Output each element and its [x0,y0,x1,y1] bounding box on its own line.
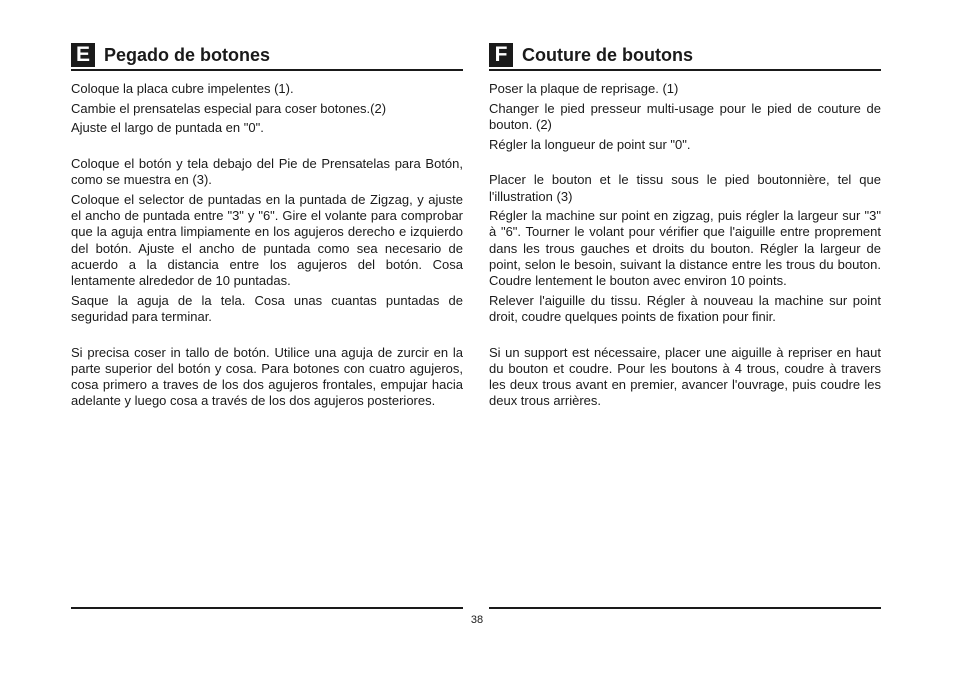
section-header-f [489,42,881,71]
note-paragraph: Si precisa coser in tallo de botón. Utilice una aguja de zurcir en la parte superior del botón y cosa. Para botones con cuatro agujeros, cosa primero a traves de los dos agujeros frontales, empujar hacia adelante y luego cosa a través de los dos agujeros posteriores. [71,344,463,409]
note-paragraph: Si un support est nécessaire, placer une aiguille à repriser en haut du bouton et coudre. Pour les boutons à 4 trous, coudre à travers les deux trous avant en premier, avancer l'ouvrage, puis coudre les deux trous arrières. [489,344,881,409]
paragraph-1: Placer le bouton et le tissu sous le pied boutonnière, tel que l'illustration (3) [489,172,881,204]
footer-rule-right [489,607,881,609]
paragraph-3: Relever l'aiguille du tissu. Régler à nouveau la machine sur point droit, coudre quelques points de fixation pour finir. [489,292,881,324]
section-letter-badge: E [71,43,95,67]
step-2: Cambie el prensatelas especial para coser botones.(2) [71,100,387,116]
section-letter-badge: F [489,43,513,67]
section-title: Couture de boutons [522,44,693,65]
paragraph-1: Coloque el botón y tela debajo del Pie de Prensatelas para Botón, como se muestra en (3). [71,156,463,188]
step-1: Poser la plaque de reprisage. (1) [489,81,679,96]
step-3: Régler la longueur de point sur "0". [489,136,691,152]
section-header-e [71,42,463,71]
paragraph-2: Coloque el selector de puntadas en la puntada de Zigzag, y ajuste el ancho de puntada entre "3" y "6". Gire el volante para comprobar que la aguja entra limpiamente en los agujeros derecho e izquierdo del botón. Ajuste el ancho de puntada como sea necesario de acuerdo a la distancia entre los agujeros del botón. Cosa lentamente alrededor de 10 puntadas. [71,192,463,289]
page-number: 38 [470,614,484,626]
footer-rule-left [71,607,463,609]
step-2: Changer le pied presseur multi-usage pour le pied de couture de bouton. (2) [489,100,881,132]
right-column-french [489,42,881,413]
step-1: Coloque la placa cubre impelentes (1). [71,81,294,96]
paragraph-2: Régler la machine sur point en zigzag, puis régler la largeur sur "3" à "6". Tourner le volant pour vérifier que l'aiguille entre proprement dans les trous gauches et droits du bouton. Régler la largeur de point, selon le besoin, suivant la distance entre les trous du bouton. Coudre lentement le bouton avec environ 10 points. [489,208,881,289]
section-title: Pegado de botones [104,44,271,65]
step-3: Ajuste el largo de puntada en "0". [71,120,264,136]
paragraph-3: Saque la aguja de la tela. Cosa unas cuantas puntadas de seguridad para terminar. [71,292,463,324]
left-column-spanish [71,42,463,413]
